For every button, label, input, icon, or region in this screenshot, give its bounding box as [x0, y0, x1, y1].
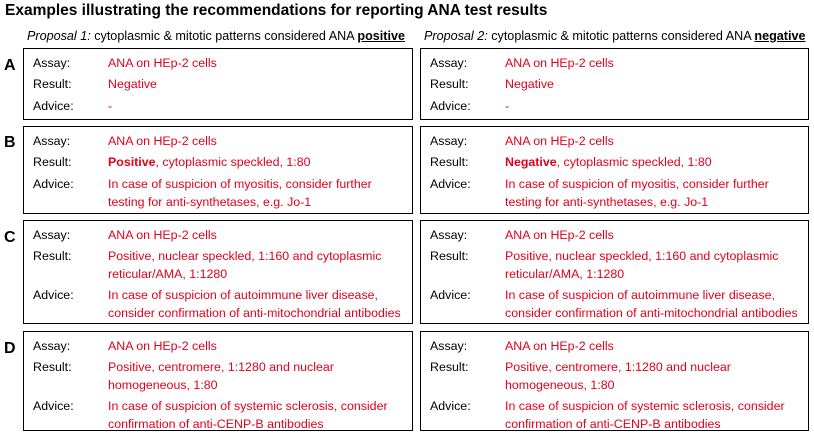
report-box-d-p1 [23, 331, 413, 431]
advice-label: Advice: [33, 177, 74, 191]
assay-label: Assay: [33, 228, 71, 242]
assay-value: ANA on HEp-2 cells [505, 228, 614, 242]
assay-label: Assay: [430, 134, 468, 148]
assay-value: ANA on HEp-2 cells [505, 339, 614, 353]
result-label: Result: [33, 155, 72, 169]
assay-value: ANA on HEp-2 cells [108, 339, 217, 353]
proposal-2-label: Proposal 2: [424, 29, 488, 43]
proposal-2-emphasis: negative [754, 29, 806, 43]
proposal-1-label: Proposal 1: [27, 29, 91, 43]
advice-value: In case of suspicion of autoimmune liver disease, consider confirmation of anti-mitochondrial antibodies [108, 288, 401, 320]
advice-value: In case of suspicion of myositis, consider further testing for anti-synthetases, e.g. Jo-1 [108, 177, 372, 209]
assay-value: ANA on HEp-2 cells [108, 228, 217, 242]
assay-label: Assay: [430, 228, 468, 242]
report-box-d-p2 [420, 331, 809, 431]
assay-value: ANA on HEp-2 cells [505, 134, 614, 148]
proposal-2-text: cytoplasmic & mitotic patterns considered ANA [491, 29, 751, 43]
row-letter-b: B [4, 134, 16, 151]
advice-value: In case of suspicion of myositis, consider further testing for anti-synthetases, e.g. Jo-1 [505, 177, 769, 209]
result-label: Result: [33, 249, 72, 263]
result-label: Result: [33, 360, 72, 374]
result-label: Result: [430, 249, 469, 263]
advice-label: Advice: [33, 399, 74, 413]
report-box-c-p2 [420, 220, 809, 324]
advice-label: Advice: [430, 177, 471, 191]
result-detail-value: , cytoplasmic speckled, 1:80 [155, 155, 311, 169]
advice-label: Advice: [430, 399, 471, 413]
row-letter-a: A [4, 57, 16, 74]
result-bold-value: Positive [108, 155, 156, 169]
proposal-1-emphasis: positive [357, 29, 405, 43]
advice-value: In case of suspicion of systemic sclerosis, consider confirmation of anti-CENP-B antibodies [505, 399, 785, 431]
assay-value: ANA on HEp-2 cells [108, 56, 217, 70]
report-box-b-p1 [23, 126, 413, 214]
result-detail-value: , cytoplasmic speckled, 1:80 [556, 155, 712, 169]
advice-value: - [108, 99, 113, 113]
result-label: Result: [430, 155, 469, 169]
result-bold-value: Negative [505, 155, 557, 169]
report-box-c-p1 [23, 220, 413, 324]
result-value: Negative [108, 77, 157, 91]
advice-label: Advice: [33, 288, 74, 302]
result-value [505, 153, 802, 171]
result-value: Positive, nuclear speckled, 1:160 and cytoplasmic reticular/AMA, 1:1280 [505, 249, 779, 281]
assay-value: ANA on HEp-2 cells [505, 56, 614, 70]
result-label: Result: [430, 77, 469, 91]
report-box-b-p2 [420, 126, 809, 214]
assay-label: Assay: [430, 56, 468, 70]
result-value [108, 153, 406, 171]
assay-label: Assay: [33, 134, 71, 148]
row-letter-d: D [4, 340, 16, 357]
assay-label: Assay: [33, 56, 71, 70]
advice-label: Advice: [430, 99, 471, 113]
result-label: Result: [430, 360, 469, 374]
page-title: Examples illustrating the recommendations for reporting ANA test results [5, 2, 548, 19]
row-letter-c: C [4, 229, 16, 246]
proposal-1-text: cytoplasmic & mitotic patterns considered ANA [94, 29, 354, 43]
report-box-a-p2 [420, 48, 809, 120]
assay-value: ANA on HEp-2 cells [108, 134, 217, 148]
assay-label: Assay: [430, 339, 468, 353]
result-label: Result: [33, 77, 72, 91]
result-value: Negative [505, 77, 554, 91]
result-value: Positive, centromere, 1:1280 and nuclear homogeneous, 1:80 [108, 360, 334, 392]
advice-value: - [505, 99, 510, 113]
advice-value: In case of suspicion of autoimmune liver disease, consider confirmation of anti-mitochondrial antibodies [505, 288, 798, 320]
proposal-1-header [27, 29, 405, 43]
assay-label: Assay: [33, 339, 71, 353]
advice-label: Advice: [33, 99, 74, 113]
result-value: Positive, centromere, 1:1280 and nuclear homogeneous, 1:80 [505, 360, 731, 392]
report-box-a-p1 [23, 48, 413, 120]
proposal-2-header [424, 29, 806, 43]
advice-label: Advice: [430, 288, 471, 302]
advice-value: In case of suspicion of systemic sclerosis, consider confirmation of anti-CENP-B antibodies [108, 399, 388, 431]
result-value: Positive, nuclear speckled, 1:160 and cytoplasmic reticular/AMA, 1:1280 [108, 249, 382, 281]
